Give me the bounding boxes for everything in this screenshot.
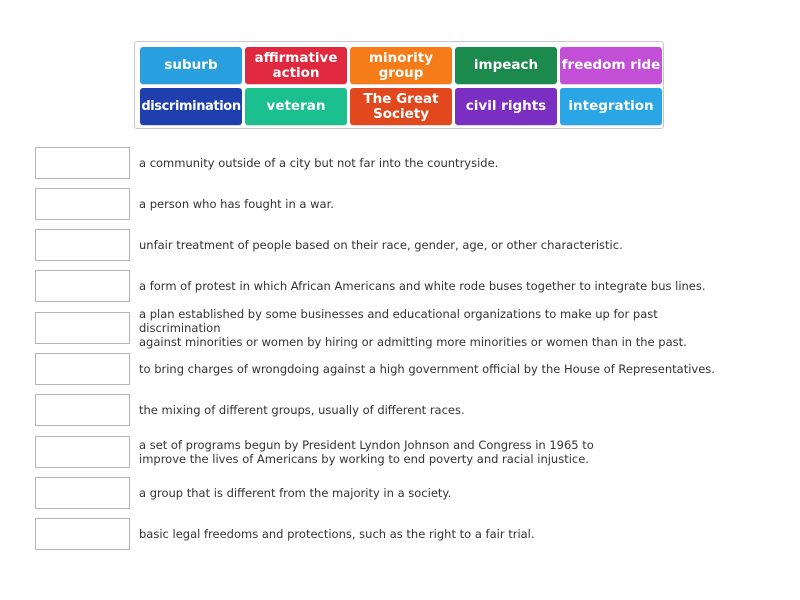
definition-text [139,518,739,550]
definition-text [139,229,739,261]
definition-line: a form of protest in which African Americans and white rode buses together to integrate bus lines. [139,279,706,293]
drop-box[interactable] [35,270,130,302]
definition-line: a community outside of a city but not far into the countryside. [139,156,499,170]
match-row [35,307,735,349]
tile-freedom-ride[interactable]: freedom ride [560,47,662,84]
definition-line: basic legal freedoms and protections, such as the right to a fair trial. [139,527,535,541]
tile-discrimination[interactable]: discrimination [140,88,242,125]
drop-box[interactable] [35,353,130,385]
tile-veteran[interactable]: veteran [245,88,347,125]
match-row [35,353,735,385]
match-row [35,270,735,302]
drop-box[interactable] [35,147,130,179]
match-row [35,518,735,550]
definition-text [139,353,739,385]
match-row [35,188,735,220]
drop-box[interactable] [35,394,130,426]
definition-line: to bring charges of wrongdoing against a high government official by the House of Representatives. [139,362,715,376]
definition-line: a plan established by some businesses and educational organizations to make up for past discrimination [139,307,658,335]
definition-text [139,436,739,468]
definition-text [139,270,739,302]
definition-line: a person who has fought in a war. [139,197,334,211]
definition-line: a group that is different from the majority in a society. [139,486,452,500]
drop-box[interactable] [35,188,130,220]
tile-minority-group[interactable]: minority group [350,47,452,84]
definition-text [139,477,739,509]
definition-line: a set of programs begun by President Lyndon Johnson and Congress in 1965 to [139,438,594,452]
tile-the-great-society[interactable]: The Great Society [350,88,452,125]
drop-box[interactable] [35,229,130,261]
definition-line: the mixing of different groups, usually of different races. [139,403,465,417]
definition-line: improve the lives of Americans by working to end poverty and racial injustice. [139,452,589,466]
tile-impeach[interactable]: impeach [455,47,557,84]
definition-text [139,188,739,220]
drop-box[interactable] [35,436,130,468]
tile-suburb[interactable]: suburb [140,47,242,84]
match-row [35,436,735,468]
definition-line: against minorities or women by hiring or admitting more minorities or women than in the past. [139,335,687,349]
match-row [35,229,735,261]
drop-box[interactable] [35,477,130,509]
word-bank [134,41,664,129]
definition-text [139,394,739,426]
drop-box[interactable] [35,518,130,550]
match-row [35,394,735,426]
drop-box[interactable] [35,312,130,344]
tile-affirmative-action[interactable]: affirmative action [245,47,347,84]
tile-civil-rights[interactable]: civil rights [455,88,557,125]
match-row [35,477,735,509]
tile-integration[interactable]: integration [560,88,662,125]
definition-line: unfair treatment of people based on their race, gender, age, or other characteristic. [139,238,623,252]
definition-text [139,307,739,349]
match-row [35,147,735,179]
definition-text [139,147,739,179]
